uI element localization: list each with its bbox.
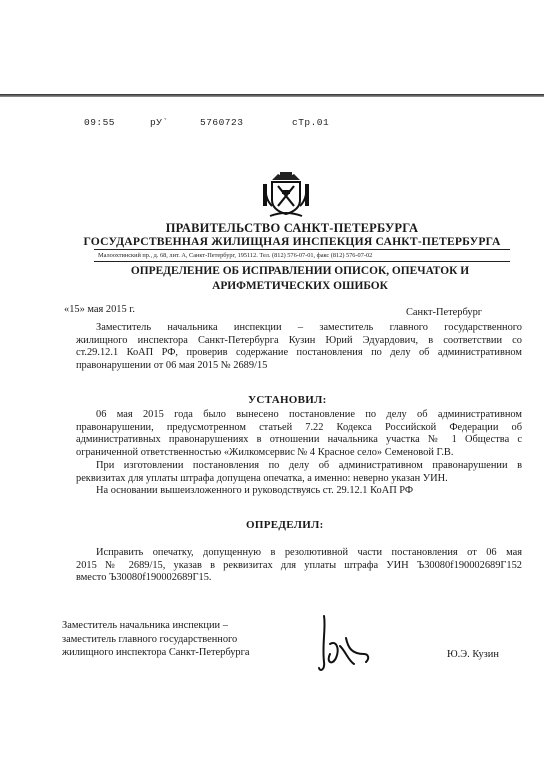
established-line: реквизитах для уплаты штрафа допущена опечатка, а именно: неверно указан УИН. [76,472,448,484]
signatory-block [62,619,322,660]
established-line: ограниченной ответственностью «Жилкомсервис № 4 Красное село» Семеновой Г.В. [76,447,454,459]
document-title-line2: АРИФМЕТИЧЕСКИХ ОШИБОК [212,280,388,292]
fax-page: сТр.01 [292,117,330,128]
org-name-line2: ГОСУДАРСТВЕННАЯ ЖИЛИЩНАЯ ИНСПЕКЦИЯ САНКТ-ПЕТЕРБУРГА [83,235,501,248]
header-rule-bottom [94,261,510,262]
determined-line: 2015 № 2689/15, указав в реквизитах для уплаты штрафа УИН Ъ30080f190002689Г152 [76,559,522,571]
signature-name: Ю.Э. Кузин [447,649,499,660]
signatory-line: жилищного инспектора Санкт-Петербурга [62,647,250,658]
established-heading: УСТАНОВИЛ: [248,394,327,406]
fax-number: 5760723 [200,117,244,128]
established-line: На основании вышеизложенного и руководствуясь ст. 29.12.1 КоАП РФ [96,485,414,497]
document-title-line1: ОПРЕДЕЛЕНИЕ ОБ ИСПРАВЛЕНИИ ОПИСОК, ОПЕЧАТОК И [130,265,470,277]
signatory-line: заместитель главного государственного [62,633,238,645]
document-place: Санкт-Петербург [406,307,483,318]
intro-line: Заместитель начальника инспекции – заместитель главного государственного [96,322,522,333]
determined-line: вместо Ъ30080f190002689Г15. [76,572,212,584]
handwritten-signature [316,614,374,676]
coat-of-arms-icon [262,170,310,220]
intro-line: ст.29.12.1 КоАП РФ, проверив содержание постановления по делу об административном [76,347,522,359]
fax-code: рУ` [150,117,169,128]
determined-heading: ОПРЕДЕЛИЛ: [246,519,324,531]
intro-line: правонарушении от 06 мая 2015 № 2689/15 [76,360,268,372]
intro-paragraph [76,322,522,373]
org-name-line1: ПРАВИТЕЛЬСТВО САНКТ-ПЕТЕРБУРГА [165,221,419,235]
document-date: «15» мая 2015 г. [64,304,135,315]
intro-line: жилищного инспектора Санкт-Петербурга Кузин Юрий Эдуардович, в соответствии со [76,334,522,346]
established-line: административных правонарушениях в отношении начальника участка № 1 Общества с [76,434,522,446]
header-rule-top [94,249,510,250]
scan-edge [0,94,544,97]
determined-line: Исправить опечатку, допущенную в резолютивной части постановления от 06 мая [96,547,522,558]
established-line: правонарушении, предусмотренном статьей 7.22 Кодекса Российской Федерации об [76,421,522,433]
established-line: При изготовлении постановления по делу об административном правонарушении в [96,459,522,471]
determined-paragraph [76,547,522,585]
fax-time: 09:55 [84,117,116,128]
established-paragraph [76,409,522,498]
established-line: 06 мая 2015 года было вынесено постановление по делу об административном [96,409,522,420]
signatory-line: Заместитель начальника инспекции – [62,620,228,631]
document-title [60,264,540,294]
org-address: Малоохтинский пр., д. 68, лит. А, Санкт-Петербург, 195112. Тел. (812) 576-07-01, факс (812) 576-07-02 [98,252,373,259]
